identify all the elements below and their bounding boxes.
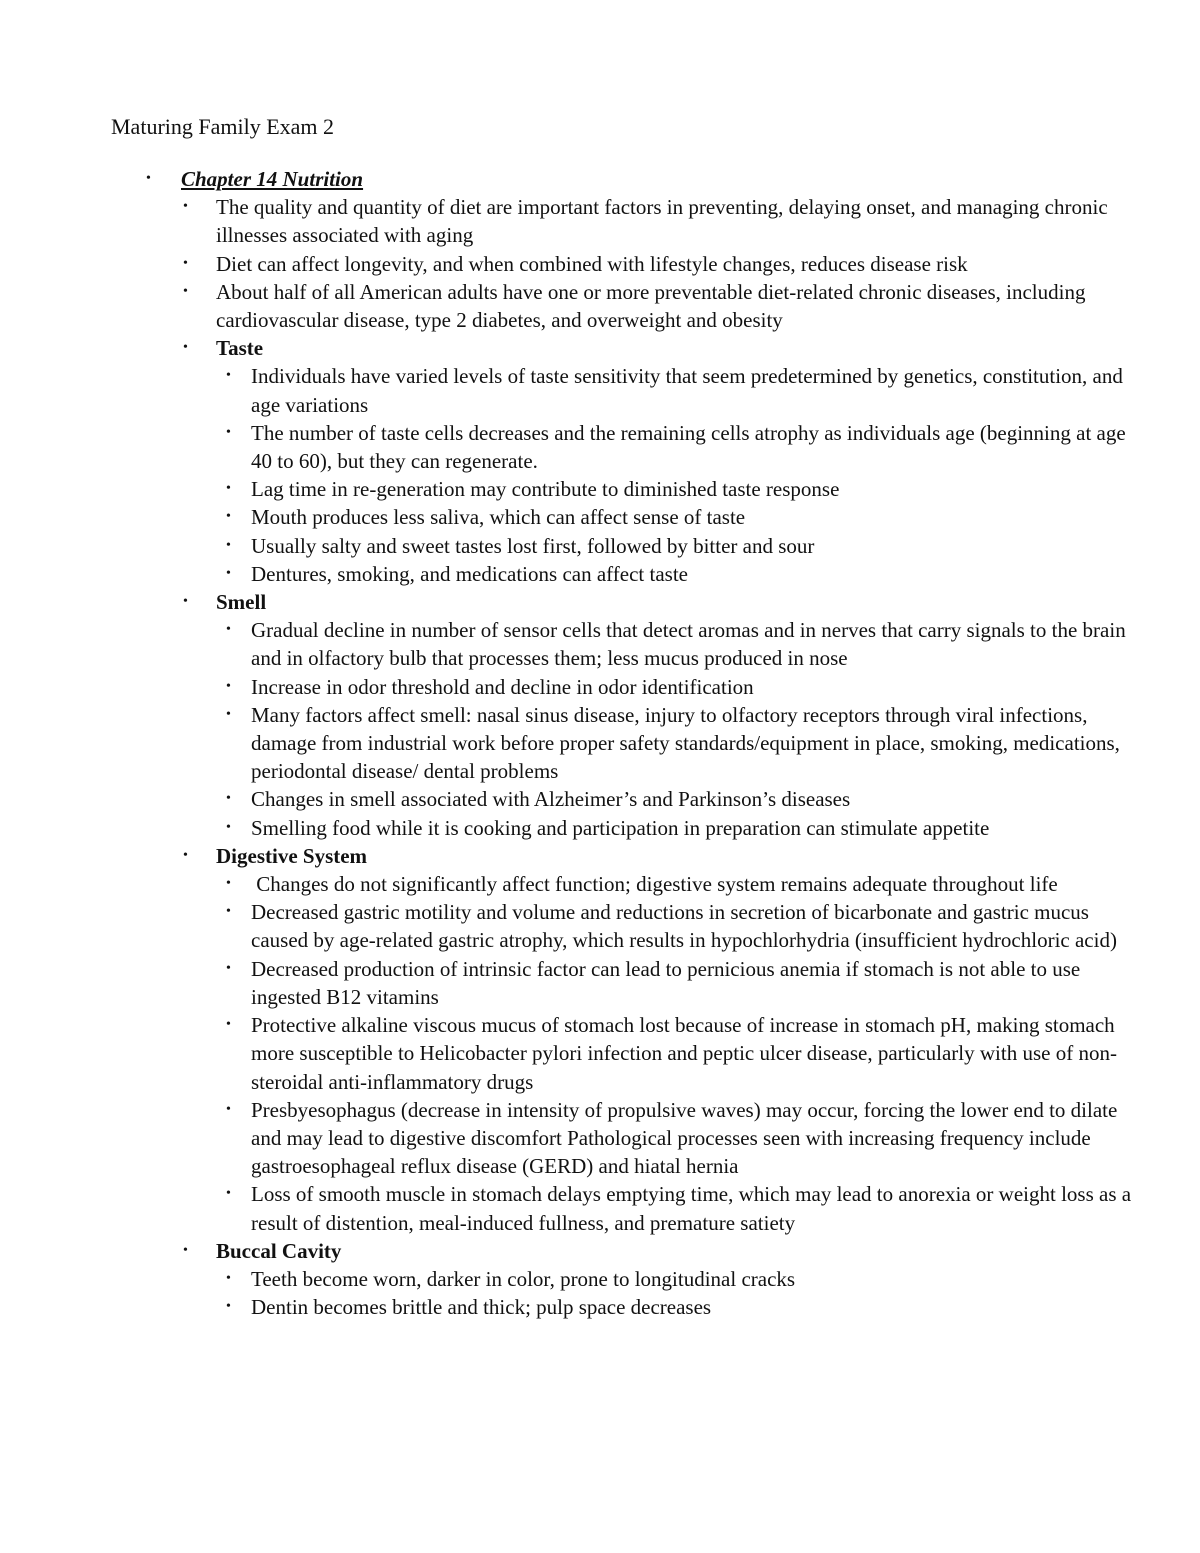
bullet-icon: •: [226, 622, 231, 638]
point-text: Decreased production of intrinsic factor can lead to pernicious anemia if stomach is not able to use ingested B12 vitamins: [251, 956, 1081, 1009]
list-item: [226, 1011, 1141, 1096]
bullet-icon: •: [226, 791, 231, 807]
intro-point: The quality and quantity of diet are important factors in preventing, delaying onset, and managing chronic illnesses associated with aging: [216, 195, 1108, 248]
bullet-icon: •: [226, 565, 231, 581]
bullet-icon: •: [226, 368, 231, 384]
point-text: Dentin becomes brittle and thick; pulp space decreases: [251, 1295, 712, 1320]
intro-point: About half of all American adults have one or more preventable diet-related chronic diseases, including cardiovascular disease, type 2 diabetes, and overweight and obesity: [216, 279, 1086, 333]
point-text: Many factors affect smell: nasal sinus disease, injury to olfactory receptors through viral infections, damage from industrial work before proper safety standards/equipment in place, smoking, medications, periodontal disease/ dental problems: [251, 702, 1120, 784]
list-item: [226, 898, 1141, 954]
list-item: [183, 250, 1141, 278]
point-text: Smelling food while it is cooking and participation in preparation can stimulate appetite: [251, 815, 990, 840]
list-item: [183, 278, 1141, 334]
bullet-icon: •: [146, 171, 151, 186]
document-title: Maturing Family Exam 2: [111, 114, 335, 139]
section-digestive-system: [183, 842, 1141, 1237]
list-item: [183, 193, 1141, 249]
list-item: [226, 419, 1141, 475]
list-item: [226, 870, 1141, 898]
bullet-icon: •: [226, 1299, 231, 1315]
section-points: [226, 870, 1141, 1237]
bullet-icon: •: [226, 509, 231, 525]
point-text: Increase in odor threshold and decline in odor identification: [251, 674, 754, 699]
intro-point: Diet can affect longevity, and when combined with lifestyle changes, reduces disease risk: [216, 251, 968, 276]
outline: [146, 165, 1141, 1321]
section-points: [226, 1265, 1141, 1321]
point-text: Individuals have varied levels of taste sensitivity that seem predetermined by genetics, constitution, and age variations: [251, 364, 1123, 417]
list-item: [226, 814, 1141, 842]
list-item: [226, 503, 1141, 531]
bullet-icon: •: [226, 481, 231, 497]
point-text: Dentures, smoking, and medications can affect taste: [251, 561, 688, 586]
point-text: Gradual decline in number of sensor cells that detect aromas and in nerves that carry signals to the brain and in olfactory bulb that processes them; less mucus produced in nose: [251, 618, 1126, 671]
list-item: [226, 1096, 1141, 1181]
list-item: [226, 616, 1141, 672]
section-heading: Taste: [216, 336, 264, 361]
section-buccal-cavity: [183, 1237, 1141, 1322]
bullet-icon: •: [183, 594, 188, 610]
bullet-icon: •: [183, 340, 188, 356]
point-text: Changes in smell associated with Alzheimer’s and Parkinson’s diseases: [251, 787, 851, 812]
bullet-icon: •: [183, 847, 188, 863]
section-smell: [183, 588, 1141, 842]
list-item: [226, 1265, 1141, 1293]
section-points: [226, 616, 1141, 842]
list-item: [226, 560, 1141, 588]
point-text: Changes do not significantly affect function; digestive system remains adequate throughout life: [251, 872, 1058, 897]
chapter-contents: [183, 193, 1141, 1321]
list-item: [226, 673, 1141, 701]
bullet-icon: •: [226, 424, 231, 440]
point-text: Lag time in re-generation may contribute to diminished taste response: [251, 477, 840, 502]
bullet-icon: •: [183, 283, 188, 299]
point-text: Teeth become worn, darker in color, prone to longitudinal cracks: [251, 1266, 796, 1291]
bullet-icon: •: [183, 199, 188, 215]
point-text: The number of taste cells decreases and the remaining cells atrophy as individuals age (beginning at age 40 to 60), but they can regenerate.: [251, 420, 1126, 474]
section-heading: Smell: [216, 590, 267, 615]
point-text: Usually salty and sweet tastes lost first, followed by bitter and sour: [251, 533, 815, 558]
bullet-icon: •: [226, 819, 231, 835]
section-taste: [183, 334, 1141, 588]
list-item: [226, 955, 1141, 1011]
list-item: [226, 532, 1141, 560]
chapter-item: [146, 165, 1141, 1321]
bullet-icon: •: [226, 1270, 231, 1286]
list-item: [226, 785, 1141, 813]
point-text: Presbyesophagus (decrease in intensity of propulsive waves) may occur, forcing the lower end to dilate and may lead to digestive discomfort Pathological processes seen with increasing frequency include gastroesophageal reflux disease (GERD) and hiatal hernia: [251, 1097, 1118, 1179]
bullet-icon: •: [226, 1017, 231, 1033]
list-item: [226, 1293, 1141, 1321]
list-item: [226, 362, 1141, 418]
chapter-heading: Chapter 14 Nutrition: [181, 167, 364, 191]
bullet-icon: •: [183, 1242, 188, 1258]
section-heading: Digestive System: [216, 843, 368, 868]
point-text: Loss of smooth muscle in stomach delays emptying time, which may lead to anorexia or weight loss as a result of distention, meal-induced fullness, and premature satiety: [251, 1182, 1132, 1235]
bullet-icon: •: [226, 537, 231, 553]
bullet-icon: •: [226, 678, 231, 694]
list-item: [226, 701, 1141, 786]
bullet-icon: •: [226, 706, 231, 722]
section-points: [226, 362, 1141, 588]
list-item: [226, 1180, 1141, 1236]
section-heading: Buccal Cavity: [216, 1238, 342, 1263]
bullet-icon: •: [226, 876, 231, 892]
point-text: Decreased gastric motility and volume and reductions in secretion of bicarbonate and gastric mucus caused by age-related gastric atrophy, which results in hypochlorhydria (insufficient hydrochloric acid): [251, 900, 1117, 953]
bullet-icon: •: [226, 904, 231, 920]
bullet-icon: •: [183, 255, 188, 271]
bullet-icon: •: [226, 1101, 231, 1117]
point-text: Protective alkaline viscous mucus of stomach lost because of increase in stomach pH, making stomach more susceptible to Helicobacter pylori infection and peptic ulcer disease, particularly with use of non-steroidal anti-inflammatory drugs: [251, 1013, 1117, 1094]
bullet-icon: •: [226, 1186, 231, 1202]
point-text: Mouth produces less saliva, which can affect sense of taste: [251, 505, 746, 530]
bullet-icon: •: [226, 960, 231, 976]
list-item: [226, 475, 1141, 503]
